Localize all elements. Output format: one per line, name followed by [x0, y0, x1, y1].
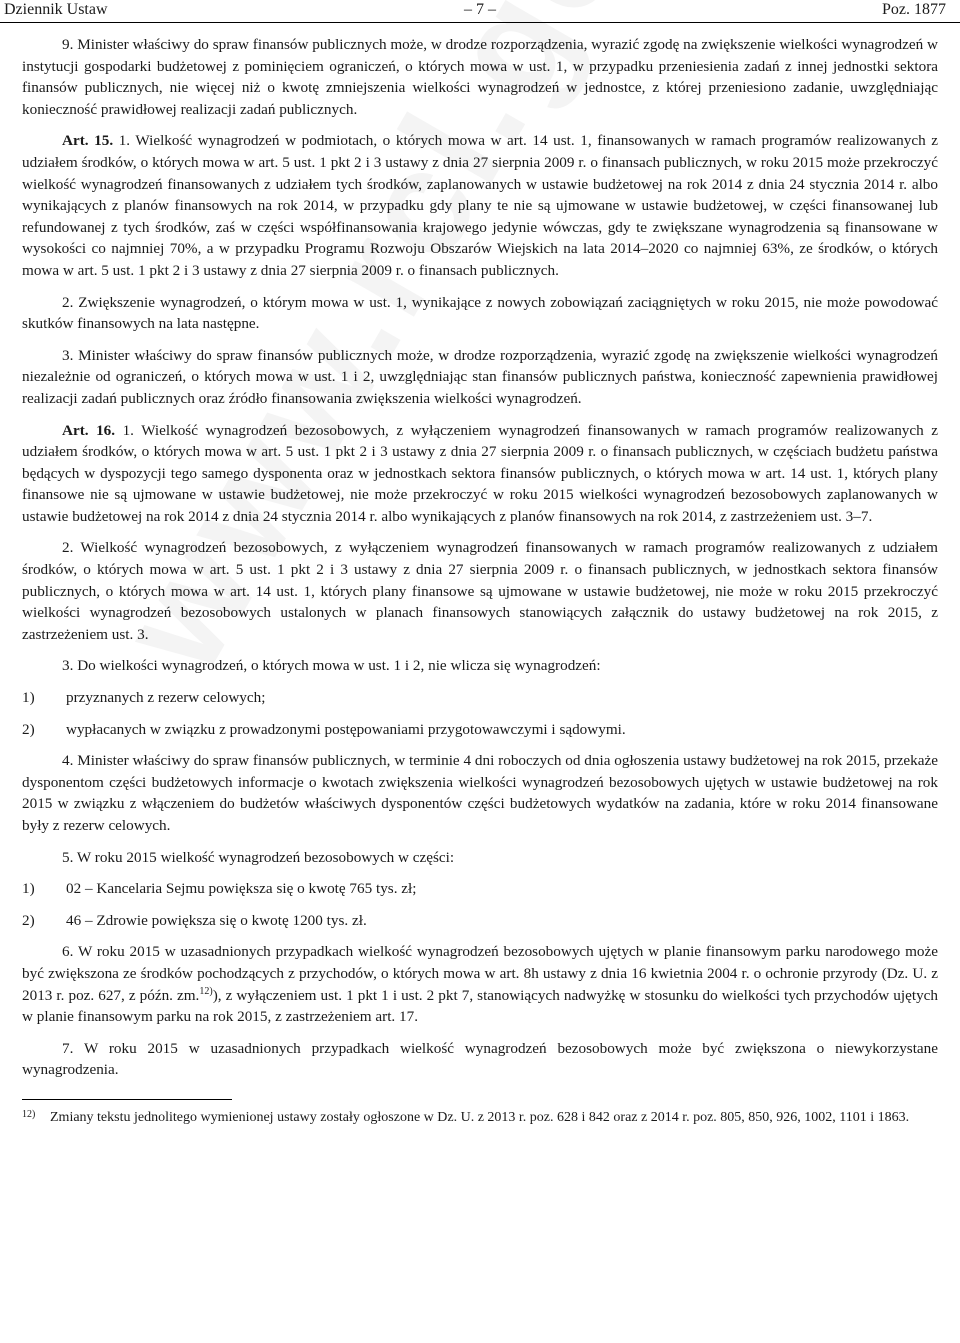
- paragraph-art16-ust1: [22, 420, 938, 528]
- footnote-divider: [22, 1099, 232, 1100]
- footnote-marker: 12): [22, 1108, 36, 1120]
- list-item: [22, 910, 938, 932]
- paragraph-art16-ust2: 2. Wielkość wynagrodzeń bezosobowych, z wyłączeniem wynagrodzeń finansowanych w ramach programów realizowanych z udziałem środków, o których mowa w art. 5 ust. 1 pkt 2 i 3 ustawy z dnia 27 sierpnia 2009 r. o finansach publicznych, w jednostkach sektora finansów publicznych, o których mowa w art. 14 ust. 1, których plany finansowe są ujmowane w ustawie budżetowej, nie może w roku 2015 przekroczyć wielkości wynagrodzeń bezosobowych ustalonych w planach finansowych stanowiących załącznik do ustawy budżetowej na rok 2015, z zastrzeżeniem ust. 3.: [22, 539, 938, 643]
- paragraph-text: ), z wyłączeniem ust. 1 pkt 1 i ust. 2 pkt 7, stanowiących nadwyżkę w stosunku do wielkości tych przychodów ujętych w planie finansowym parku na rok 2015, z zastrzeżeniem art. 17.: [22, 986, 939, 1026]
- footnote: [22, 1108, 938, 1128]
- article-label: Art. 15.: [62, 132, 114, 150]
- list-item-number: 1): [22, 880, 35, 898]
- paragraph-text: 1. Wielkość wynagrodzeń bezosobowych, z wyłączeniem wynagrodzeń finansowanych w ramach programów realizowanych z udziałem środków, o których mowa w art. 5 ust. 1 pkt 2 i 3 ustawy z dnia 27 sierpnia 2009 r. o finansach publicznych, w częściach budżetu państwa będących w dyspozycji tego samego dysponenta oraz w jednostkach sektora finansów publicznych, o których mowa w art. 14 ust. 1, których plany finansowe nie są ujmowane w ustawie budżetowej, nie może przekroczyć w roku 2015 wielkości wynagrodzeń bezosobowych zaplanowanych w ustawie budżetowej na rok 2014 z dnia 24 stycznia 2014 r. albo wynikających z planów finansowych na rok 2014, z zastrzeżeniem ust. 3–7.: [22, 421, 938, 525]
- article-label: Art. 16.: [62, 421, 116, 439]
- paragraph-art16-ust3: 3. Do wielkości wynagrodzeń, o których mowa w ust. 1 i 2, nie wlicza się wynagrodzeń:: [62, 657, 601, 675]
- paragraph-art16-ust6: [22, 941, 938, 1027]
- paragraph-art14-ust9: 9. Minister właściwy do spraw finansów publicznych może, w drodze rozporządzenia, wyrazić zgodę na zwiększenie wielkości wynagrodzeń w instytucji gospodarki budżetowej z pominięciem ograniczeń, o których mowa w ust. 1, w przypadku przeniesienia zadań z innej jednostki sektora finansów publicznych, nie więcej niż o kwotę zmniejszenia wielkości wynagrodzeń w jednostce, z której przeniesiono zadanie, uwzględniając konieczność prawidłowej realizacji zadań publicznych.: [22, 36, 938, 118]
- paragraph-art15-ust3: 3. Minister właściwy do spraw finansów publicznych może, w drodze rozporządzenia, wyrazić zgodę na zwiększenie wielkości wynagrodzeń niezależnie od ograniczeń, o których mowa w ust. 1 i 2, uwzględniając stan finansów publicznych państwa, konieczność zapewnienia prawidłowej realizacji zadań publicznych oraz źródło finansowania zwiększenia wielkości wynagrodzeń.: [22, 346, 938, 407]
- list-item: [22, 687, 938, 709]
- list-item-number: 2): [22, 911, 35, 929]
- document-body: [22, 34, 938, 1128]
- position-number: Poz. 1877: [882, 1, 946, 18]
- paragraph-art16-ust4: 4. Minister właściwy do spraw finansów publicznych, w terminie 4 dni roboczych od dnia ogłoszenia ustawy budżetowej na rok 2015, przekaże dysponentom części budżetowych informacje o kwotach zwiększenia wielkości wynagrodzeń bezosobowych ujętych w ustawie budżetowej na rok 2015 w związku z włączeniem do budżetów właściwych dysponentów części budżetowych wydatków na zadania, które w roku 2014 finansowane były z rezerw celowych.: [22, 752, 938, 834]
- footnote-text: Zmiany tekstu jednolitego wymienionej ustawy zostały ogłoszone w Dz. U. z 2013 r. poz. 628 i 842 oraz z 2014 r. poz. 805, 850, 926, 1002, 1101 i 1863.: [50, 1109, 910, 1125]
- list-item-number: 2): [22, 720, 35, 738]
- paragraph-text: 6. W roku 2015 w uzasadnionych przypadkach wielkość wynagrodzeń bezosobowych ujętych w planie finansowym parku narodowego może być zwiększona ze środków pochodzących z przychodów, o których mowa w art. 8h ustawy z dnia 16 kwietnia 2004 r. o ochronie przyrody (Dz. U. z 2013 r. poz. 627, z późn. zm.: [22, 943, 938, 1004]
- paragraph-art15-ust1: [22, 130, 938, 281]
- list-item-text: przyznanych z rezerw celowych;: [66, 689, 266, 707]
- list-item-number: 1): [22, 689, 35, 707]
- paragraph-art16-ust7: 7. W roku 2015 w uzasadnionych przypadkach wielkość wynagrodzeń bezosobowych może być zwiększona o niewykorzystane wynagrodzenia.: [22, 1039, 938, 1079]
- list-item-text: wypłacanych w związku z prowadzonymi postępowaniami przygotowawczymi i sądowymi.: [66, 720, 626, 738]
- list-item: [22, 719, 938, 741]
- paragraph-text: 1. Wielkość wynagrodzeń w podmiotach, o których mowa w art. 14 ust. 1, finansowanych w ramach programów realizowanych z udziałem środków, o których mowa w art. 5 ust. 1 pkt 2 i 3 ustawy z dnia 27 sierpnia 2009 r. o finansach publicznych, w roku 2015 może przekroczyć wielkość wynagrodzeń finansowanych z udziałem tych środków, zaplanowanych w ustawie budżetowej na rok 2014 z dnia 24 stycznia 2014 r. albo wynikających z planów finansowych na rok 2014, w przypadku gdy plany te nie są ujmowane w ustawie budżetowej, w części finansowanej lub refundowanej z tych środków, zaś w części współfinansowania krajowego jedynie wówczas, gdy te zwiększane wynagrodzenia są finansowane w wysokości co najmniej 70%, a w przypadku Programu Rozwoju Obszarów Wiejskich na lata 2014–2020 co najmniej 63%, ze środków, o których mowa w art. 5 ust. 1 pkt 2 i 3 ustawy z dnia 27 sierpnia 2009 r. o finansach publicznych.: [22, 132, 938, 279]
- journal-title: Dziennik Ustaw: [4, 1, 108, 18]
- footnote-reference[interactable]: 12): [199, 985, 213, 997]
- list-item-text: 46 – Zdrowie powiększa się o kwotę 1200 tys. zł.: [66, 911, 367, 929]
- list-item-text: 02 – Kancelaria Sejmu powiększa się o kwotę 765 tys. zł;: [66, 880, 417, 898]
- page-number: – 7 –: [464, 1, 496, 18]
- page-header: [0, 0, 960, 23]
- paragraph-art16-ust5: 5. W roku 2015 wielkość wynagrodzeń bezosobowych w części:: [62, 848, 455, 866]
- paragraph-art15-ust2: 2. Zwiększenie wynagrodzeń, o którym mowa w ust. 1, wynikające z nowych zobowiązań zaciągniętych w roku 2015, nie może powodować skutków finansowych na lata następne.: [22, 293, 938, 333]
- list-item: [22, 878, 938, 900]
